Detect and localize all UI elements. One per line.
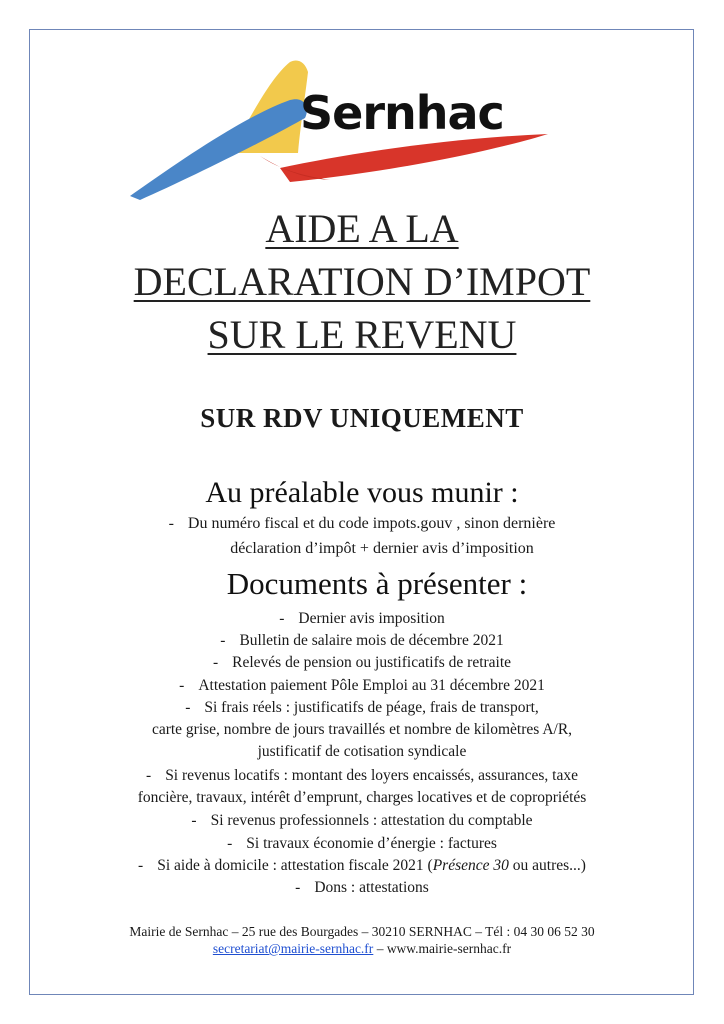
logo-red-swoosh [280, 134, 548, 182]
document-item-continued: carte grise, nombre de jours travaillés et nombre de kilomètres A/R, [151, 721, 573, 738]
document-item: - Si revenus locatifs : montant des loyers encaissés, assurances, taxe [146, 767, 578, 784]
footer-contact: secretariat@mairie-sernhac.fr – www.mairie-sernhac.fr [212, 941, 512, 956]
document-item: - Si travaux économie d’énergie : factures [227, 835, 497, 852]
prealable-item-line-1: - Du numéro fiscal et du code impots.gouv , sinon dernière [168, 515, 556, 532]
title-line-2: DECLARATION D’IMPOT [133, 259, 591, 304]
document-item: - Dons : attestations [295, 879, 429, 896]
title-line-3: SUR LE REVENU [207, 312, 517, 357]
document-item: - Relevés de pension ou justificatifs de retraite [212, 654, 512, 671]
document-item-continued: foncière, travaux, intérêt d’emprunt, charges locatives et de copropriétés [137, 789, 587, 806]
document-item: - Si frais réels : justificatifs de péage, frais de transport, [185, 699, 539, 716]
website-text: www.mairie-sernhac.fr [386, 941, 512, 956]
email-link[interactable]: secretariat@mairie-sernhac.fr [212, 941, 374, 956]
prealable-heading: Au préalable vous munir : [205, 476, 519, 509]
footer-address: Mairie de Sernhac – 25 rue des Bourgades – 30210 SERNHAC – Tél : 04 30 06 52 30 [129, 924, 595, 939]
document-item: - Si revenus professionnels : attestation du comptable [191, 812, 533, 829]
document-item-continued: justificatif de cotisation syndicale [257, 743, 467, 760]
documents-heading: Documents à présenter : [226, 566, 528, 601]
document-item: - Si aide à domicile : attestation fiscale 2021 (Présence 30 ou autres...) [138, 857, 586, 874]
document-item: - Attestation paiement Pôle Emploi au 31 décembre 2021 [179, 677, 545, 694]
document-item: - Dernier avis imposition [279, 610, 445, 627]
logo-text: Sernhac [300, 86, 504, 140]
prealable-item-line-2: déclaration d’impôt + dernier avis d’imposition [230, 540, 534, 557]
title-line-1: AIDE A LA [265, 206, 459, 251]
appointment-notice: SUR RDV UNIQUEMENT [200, 403, 524, 433]
document-item: - Bulletin de salaire mois de décembre 2021 [220, 632, 504, 649]
